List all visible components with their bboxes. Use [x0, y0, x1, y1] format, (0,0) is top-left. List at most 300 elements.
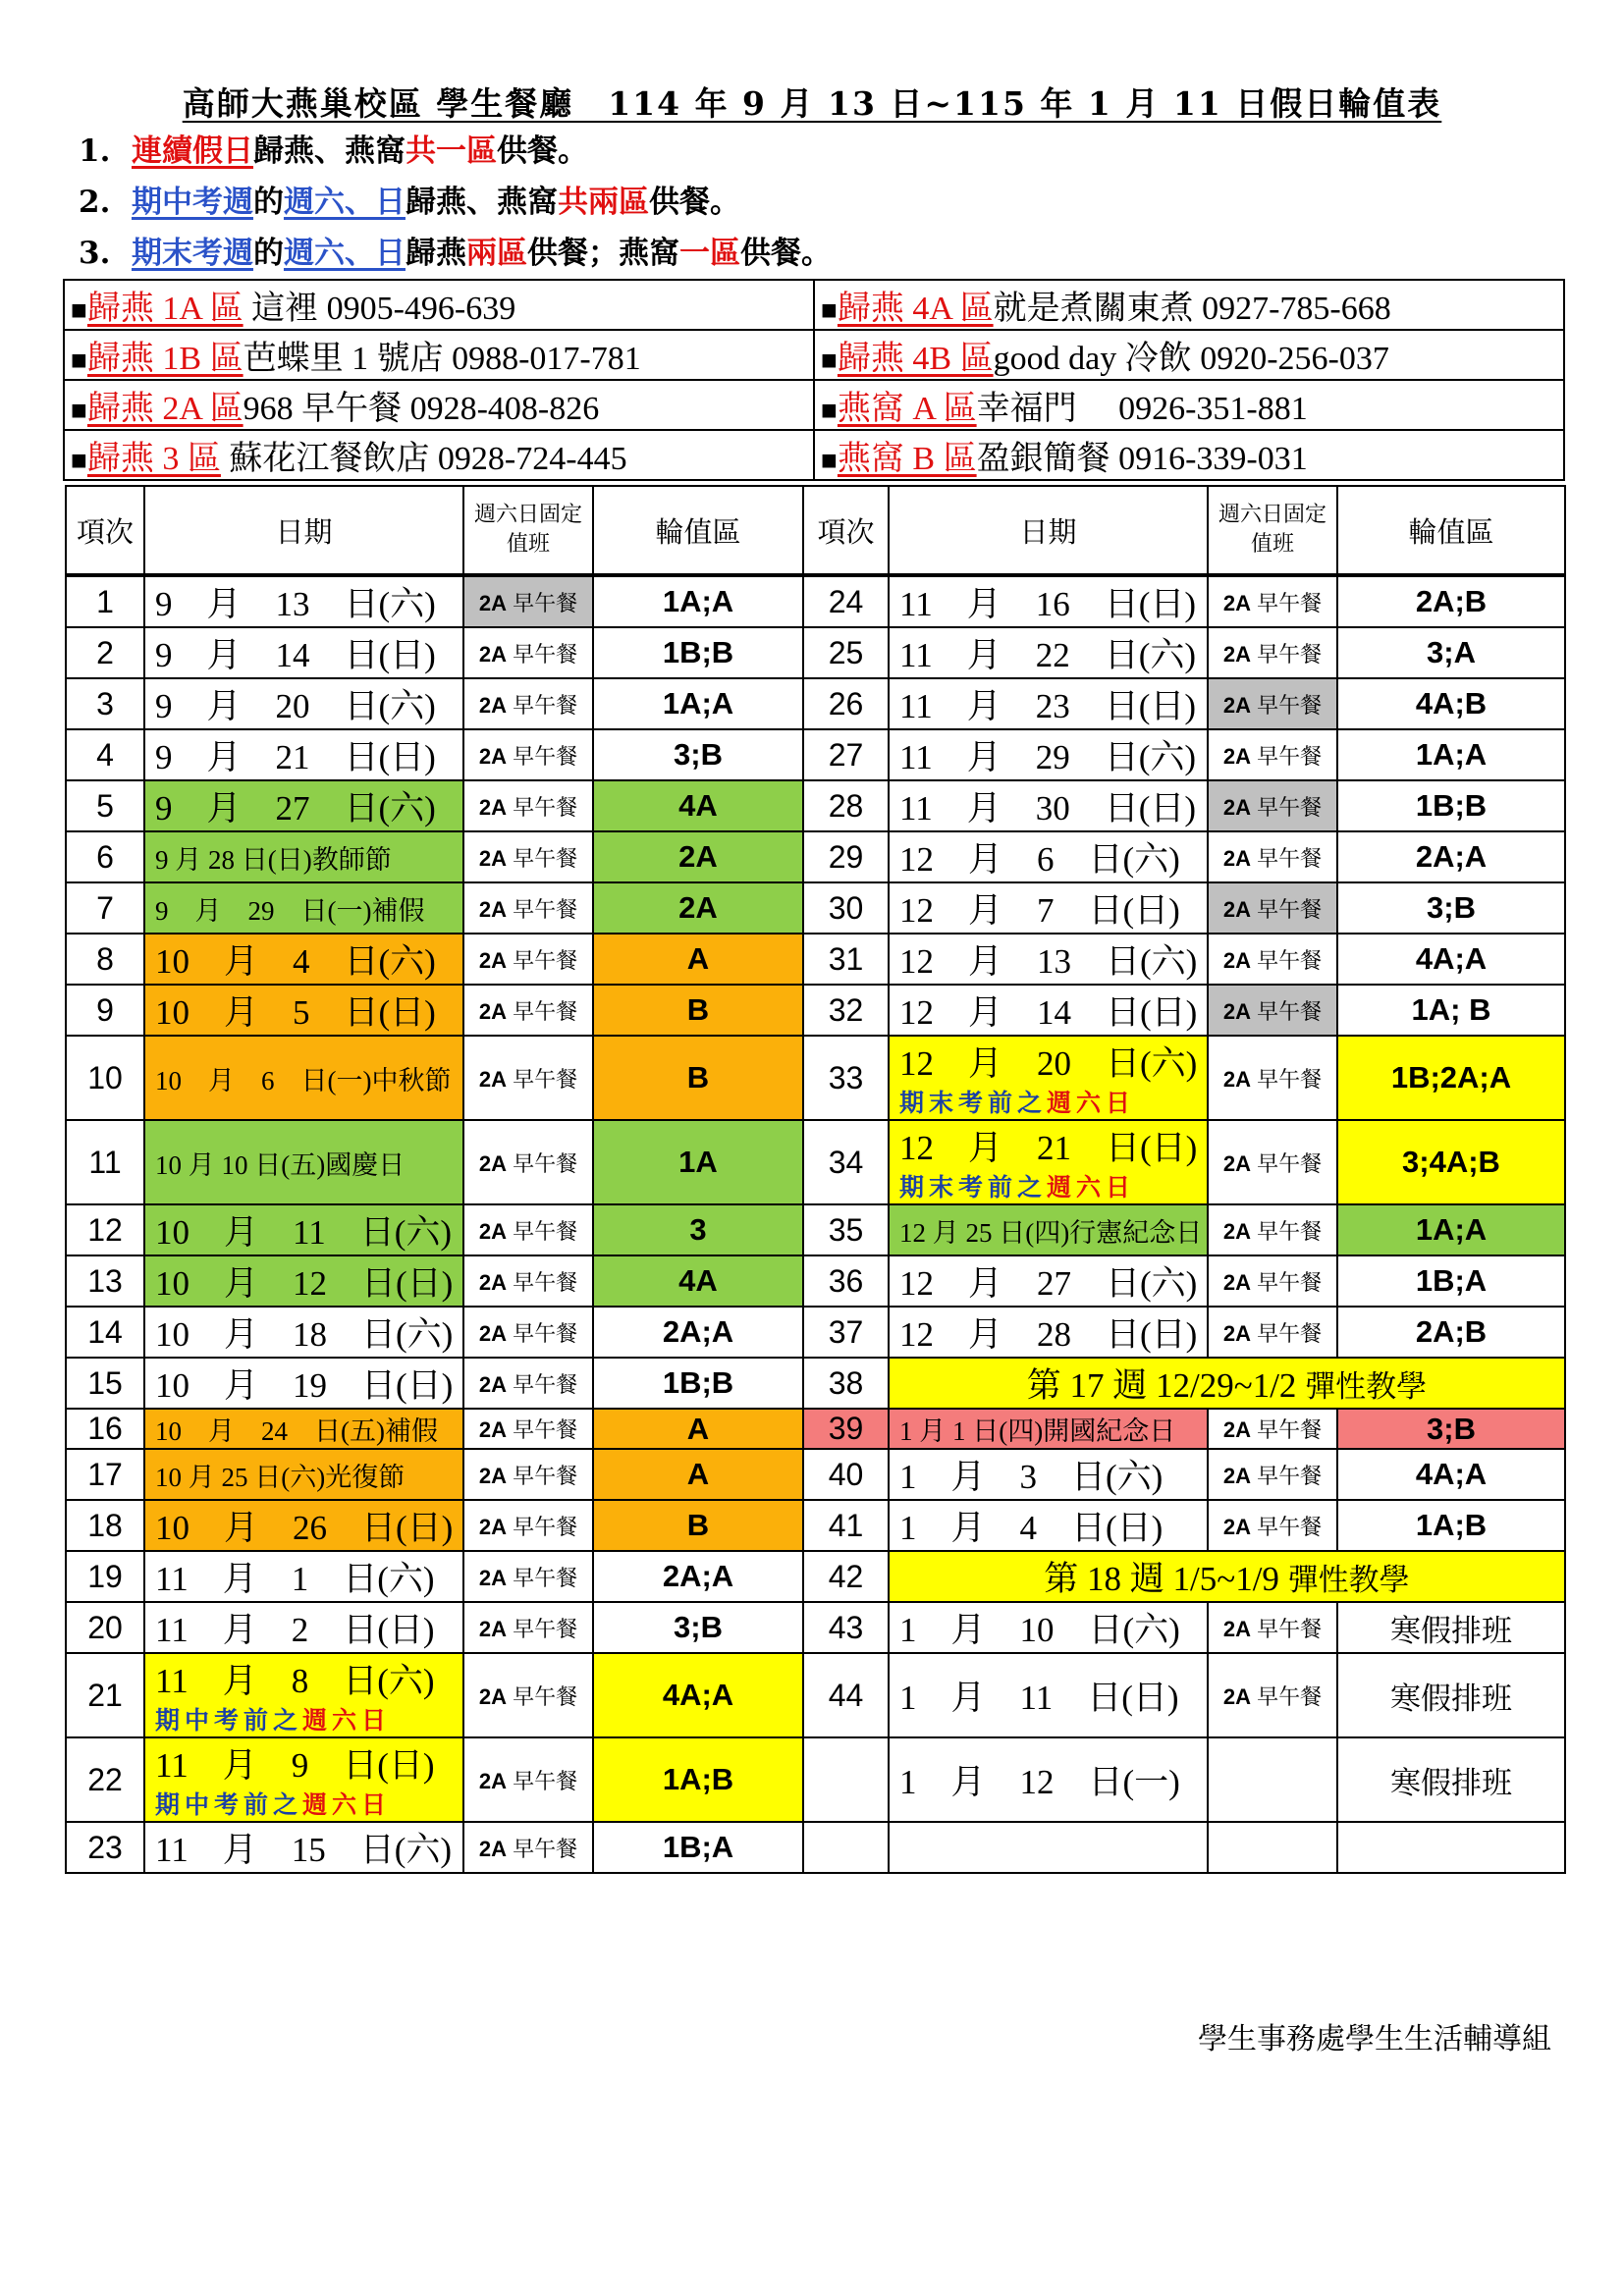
fixed-duty-text: 早午餐	[1251, 1066, 1323, 1092]
fixed-duty-cell	[463, 1449, 593, 1500]
date-cell	[144, 678, 463, 729]
fixed-duty-text: 早午餐	[507, 896, 578, 922]
header-fixed: 週六日固定值班	[1208, 486, 1337, 575]
contact-info: 盈銀簡餐 0916-339-031	[976, 441, 1308, 477]
date-text: 11 月 23 日(日)	[899, 687, 1197, 725]
fixed-duty-text: 早午餐	[1251, 998, 1323, 1024]
date-text: 10 月 19 日(日)	[155, 1366, 454, 1405]
date-cell	[144, 1602, 463, 1653]
contact-cell	[814, 380, 1564, 430]
fixed-zone: 2A	[478, 743, 507, 769]
item-number	[803, 1737, 889, 1822]
rule-number: 3.	[79, 236, 111, 271]
fixed-duty-cell	[1208, 1255, 1337, 1307]
zone-cell: 寒假排班	[1337, 1653, 1565, 1737]
fixed-duty-cell	[463, 1822, 593, 1873]
fixed-duty-cell	[463, 934, 593, 985]
date-text: 1 月 4 日(日)	[899, 1509, 1164, 1547]
date-cell	[144, 1822, 463, 1873]
contact-zone: 歸燕 4B 區	[837, 341, 994, 377]
zone-cell: 4A;A	[593, 1653, 803, 1737]
date-cell	[144, 1653, 463, 1737]
date-cell	[144, 1120, 463, 1204]
date-text: 9 月 13 日(六)	[155, 585, 436, 623]
date-cell	[889, 678, 1208, 729]
date-text: 11 月 16 日(日)	[899, 585, 1197, 623]
zone-cell: 1B;B	[593, 1358, 803, 1409]
date-text: 12 月 7 日(日)	[899, 891, 1180, 930]
date-cell	[889, 882, 1208, 934]
fixed-duty-text: 早午餐	[1251, 590, 1323, 615]
fixed-zone: 2A	[478, 998, 507, 1024]
rule-text: 供餐。	[496, 133, 588, 169]
item-number: 43	[803, 1602, 889, 1653]
date-text: 12 月 14 日(日)	[899, 993, 1198, 1032]
item-number: 31	[803, 934, 889, 985]
contact-cell	[814, 280, 1564, 330]
item-number: 32	[803, 985, 889, 1036]
schedule-row	[66, 1120, 1565, 1204]
date-text: 1 月 12 日(一)	[899, 1763, 1180, 1801]
fixed-zone: 2A	[1222, 1683, 1251, 1709]
fixed-duty-cell	[463, 1602, 593, 1653]
fixed-zone: 2A	[1222, 845, 1251, 871]
exam-note-text: 期末考前之	[899, 1091, 1048, 1117]
date-text: 10 月 12 日(日)	[155, 1264, 454, 1303]
table-header-row	[66, 486, 1565, 575]
fixed-zone: 2A	[1222, 794, 1251, 820]
fixed-zone: 2A	[478, 1565, 507, 1590]
fixed-duty-text: 早午餐	[507, 1417, 578, 1442]
header-fixed: 週六日固定值班	[463, 486, 593, 575]
zone-cell: 3;B	[1337, 882, 1565, 934]
fixed-zone: 2A	[478, 1616, 507, 1641]
fixed-duty-cell	[463, 780, 593, 831]
schedule-row	[66, 831, 1565, 882]
date-cell	[144, 1409, 463, 1449]
date-cell	[144, 1737, 463, 1822]
contact-zone: 歸燕 2A 區	[86, 391, 244, 427]
fixed-zone: 2A	[478, 1683, 507, 1709]
fixed-duty-cell	[1208, 831, 1337, 882]
schedule-row	[66, 1602, 1565, 1653]
fixed-duty-text: 早午餐	[1251, 1218, 1323, 1244]
date-cell	[889, 1822, 1208, 1873]
zone-cell: A	[593, 1449, 803, 1500]
schedule-row	[66, 627, 1565, 678]
schedule-row	[66, 1551, 1565, 1602]
date-text: 11 月 9 日(日)	[155, 1746, 435, 1785]
schedule-row	[66, 678, 1565, 729]
item-number: 1	[66, 575, 144, 627]
fixed-zone: 2A	[478, 1836, 507, 1861]
date-text: 10 月 11 日(六)	[155, 1213, 453, 1252]
rule-line	[79, 228, 832, 279]
fixed-duty-cell	[463, 831, 593, 882]
date-text: 12 月 21 日(日)	[899, 1129, 1198, 1167]
fixed-duty-text: 早午餐	[507, 1616, 578, 1641]
fixed-zone: 2A	[1222, 1417, 1251, 1442]
contact-info: 就是煮關東煮 0927-785-668	[993, 291, 1391, 327]
date-text: 10 月 24 日(五)補假	[155, 1416, 438, 1446]
zone-cell: 4A	[593, 1255, 803, 1307]
date-cell	[889, 729, 1208, 780]
date-text: 9 月 27 日(六)	[155, 789, 436, 828]
zone-cell: 2A;B	[1337, 1307, 1565, 1358]
date-text: 9 月 21 日(日)	[155, 738, 436, 776]
item-number: 7	[66, 882, 144, 934]
date-cell	[144, 1449, 463, 1500]
rule-text: 供餐。	[648, 185, 740, 220]
date-text: 1 月 3 日(六)	[899, 1458, 1164, 1496]
fixed-duty-cell	[1208, 1204, 1337, 1255]
fixed-zone: 2A	[478, 1417, 507, 1442]
fixed-duty-text: 早午餐	[1251, 794, 1323, 820]
date-text: 9 月 28 日(日)教師節	[155, 844, 392, 875]
contact-cell	[64, 430, 814, 480]
contact-cell	[64, 380, 814, 430]
fixed-duty-cell	[1208, 1120, 1337, 1204]
fixed-zone: 2A	[1222, 1616, 1251, 1641]
schedule-row	[66, 985, 1565, 1036]
zone-cell: 1A;B	[593, 1737, 803, 1822]
date-text: 11 月 2 日(日)	[155, 1611, 435, 1649]
fixed-duty-text: 早午餐	[507, 1371, 578, 1397]
date-cell	[144, 934, 463, 985]
item-number: 5	[66, 780, 144, 831]
week-label: 第 18 週 1/5~1/9	[1044, 1560, 1279, 1598]
date-text: 10 月 4 日(六)	[155, 942, 436, 981]
contact-zone: 歸燕 3 區	[86, 441, 221, 477]
date-text: 11 月 1 日(六)	[155, 1560, 435, 1598]
zone-cell: 3;4A;B	[1337, 1120, 1565, 1204]
zone-cell: 3	[593, 1204, 803, 1255]
fixed-zone: 2A	[1222, 1269, 1251, 1295]
fixed-duty-cell	[463, 1307, 593, 1358]
rule-text: 歸燕、燕窩	[252, 133, 406, 169]
item-number: 36	[803, 1255, 889, 1307]
fixed-duty-text: 早午餐	[1251, 1616, 1323, 1641]
rule-text: 期末考週	[131, 236, 253, 271]
zone-cell: 2A	[593, 882, 803, 934]
rule-text: 期中考週	[131, 185, 253, 220]
fixed-duty-text: 早午餐	[1251, 641, 1323, 667]
item-number: 14	[66, 1307, 144, 1358]
fixed-duty-cell	[1208, 627, 1337, 678]
fixed-duty-cell	[463, 985, 593, 1036]
fixed-duty-text: 早午餐	[507, 1218, 578, 1244]
week-label: 第 17 週 12/29~1/2	[1026, 1366, 1297, 1405]
bullet-square-icon: ■	[821, 295, 838, 326]
zone-cell: B	[593, 985, 803, 1036]
schedule-row	[66, 780, 1565, 831]
schedule-row	[66, 1204, 1565, 1255]
fixed-zone: 2A	[478, 1371, 507, 1397]
item-number	[803, 1822, 889, 1873]
date-text: 12 月 20 日(六)	[899, 1044, 1198, 1083]
date-cell	[889, 1449, 1208, 1500]
fixed-zone: 2A	[1222, 1514, 1251, 1539]
fixed-zone: 2A	[1222, 1463, 1251, 1488]
fixed-duty-text: 早午餐	[507, 1565, 578, 1590]
item-number: 10	[66, 1036, 144, 1120]
date-cell	[889, 575, 1208, 627]
fixed-duty-cell	[1208, 1822, 1337, 1873]
fixed-zone: 2A	[1222, 641, 1251, 667]
date-cell	[144, 1036, 463, 1120]
fixed-duty-cell	[1208, 678, 1337, 729]
fixed-duty-text: 早午餐	[507, 1836, 578, 1861]
fixed-zone: 2A	[1222, 896, 1251, 922]
fixed-duty-text: 早午餐	[1251, 947, 1323, 973]
fixed-zone: 2A	[478, 845, 507, 871]
date-cell	[889, 1307, 1208, 1358]
bullet-square-icon: ■	[821, 446, 838, 476]
fixed-duty-cell	[1208, 575, 1337, 627]
fixed-duty-cell	[1208, 1409, 1337, 1449]
date-cell	[144, 1307, 463, 1358]
zone-cell: B	[593, 1500, 803, 1551]
fixed-duty-cell	[463, 1500, 593, 1551]
header-item: 項次	[66, 486, 144, 575]
zone-cell: 2A;A	[593, 1551, 803, 1602]
item-number: 35	[803, 1204, 889, 1255]
date-text: 12 月 25 日(四)行憲紀念日	[899, 1217, 1203, 1248]
rule-text: 的	[252, 185, 284, 220]
fixed-duty-cell	[1208, 882, 1337, 934]
zone-cell: 1B;A	[593, 1822, 803, 1873]
rule-text: 兩區	[465, 236, 527, 271]
fixed-duty-text: 早午餐	[1251, 1269, 1323, 1295]
item-number: 15	[66, 1358, 144, 1409]
date-cell	[889, 831, 1208, 882]
schedule-row	[66, 1307, 1565, 1358]
date-text: 12 月 28 日(日)	[899, 1315, 1198, 1354]
contact-cell	[814, 330, 1564, 380]
date-text: 12 月 27 日(六)	[899, 1264, 1198, 1303]
item-number: 13	[66, 1255, 144, 1307]
zone-cell: 4A;A	[1337, 934, 1565, 985]
rule-text: 供餐；燕窩	[526, 236, 679, 271]
fixed-zone: 2A	[478, 794, 507, 820]
fixed-duty-cell	[1208, 1036, 1337, 1120]
fixed-duty-text: 早午餐	[507, 1150, 578, 1176]
zone-cell: 寒假排班	[1337, 1737, 1565, 1822]
fixed-duty-text: 早午餐	[1251, 845, 1323, 871]
schedule-row	[66, 934, 1565, 985]
fixed-duty-cell	[463, 1255, 593, 1307]
fixed-zone: 2A	[478, 1514, 507, 1539]
date-cell	[144, 627, 463, 678]
date-cell	[144, 1500, 463, 1551]
fixed-duty-cell	[1208, 729, 1337, 780]
rule-text: 歸燕	[405, 236, 466, 271]
fixed-duty-cell	[463, 1204, 593, 1255]
fixed-duty-text: 早午餐	[507, 692, 578, 718]
zone-cell: 1B;B	[593, 627, 803, 678]
rule-text: 共兩區	[557, 185, 649, 220]
date-cell	[144, 575, 463, 627]
fixed-duty-cell	[1208, 1500, 1337, 1551]
schedule-row	[66, 1255, 1565, 1307]
fixed-zone: 2A	[478, 1463, 507, 1488]
date-cell	[889, 1255, 1208, 1307]
zone-cell: 1A;A	[1337, 729, 1565, 780]
fixed-duty-cell	[463, 678, 593, 729]
date-cell	[889, 1120, 1208, 1204]
week-note: 彈性教學	[1287, 1563, 1410, 1598]
zone-cell: 1A;A	[1337, 1204, 1565, 1255]
bullet-square-icon: ■	[71, 446, 87, 476]
date-cell	[889, 1409, 1208, 1449]
fixed-zone: 2A	[478, 1150, 507, 1176]
schedule-table	[65, 485, 1566, 1874]
fixed-duty-text: 早午餐	[1251, 1320, 1323, 1346]
contact-zone: 歸燕 1B 區	[86, 341, 244, 377]
schedule-row	[66, 1500, 1565, 1551]
item-number: 29	[803, 831, 889, 882]
header-zone: 輪值區	[1337, 486, 1565, 575]
date-cell	[889, 1036, 1208, 1120]
zone-cell: 1B;2A;A	[1337, 1036, 1565, 1120]
fixed-duty-text: 早午餐	[1251, 1417, 1323, 1442]
rule-text: 共一區	[405, 133, 497, 169]
schedule-row	[66, 1036, 1565, 1120]
fixed-zone: 2A	[478, 1218, 507, 1244]
header-item: 項次	[803, 486, 889, 575]
bullet-square-icon: ■	[821, 346, 838, 376]
date-text: 1 月 1 日(四)開國紀念日	[899, 1416, 1176, 1446]
exam-note-text: 期末考前之	[899, 1175, 1048, 1201]
date-text: 10 月 26 日(日)	[155, 1509, 454, 1547]
schedule-row	[66, 1822, 1565, 1873]
contact-info: good day 冷飲 0920-256-037	[993, 341, 1389, 377]
item-number: 27	[803, 729, 889, 780]
fixed-zone: 2A	[1222, 1320, 1251, 1346]
contact-row	[64, 380, 1564, 430]
zone-cell: A	[593, 934, 803, 985]
fixed-duty-cell	[1208, 1602, 1337, 1653]
date-cell	[889, 780, 1208, 831]
contact-info: 968 早午餐 0928-408-826	[243, 391, 600, 427]
item-number: 37	[803, 1307, 889, 1358]
rule-number: 1.	[79, 133, 111, 169]
bullet-square-icon: ■	[71, 295, 87, 326]
rule-text: 一區	[678, 236, 740, 271]
date-text: 10 月 6 日(一)中秋節	[155, 1065, 452, 1095]
item-number: 38	[803, 1358, 889, 1409]
zone-cell: 1B;B	[1337, 780, 1565, 831]
fixed-zone: 2A	[478, 896, 507, 922]
title-text: 高師大燕巢校區 學生餐廳 114 年 9 月 13 日~115 年 1 月 11 日假日輪值表	[182, 84, 1442, 123]
exam-note-text: 期中考前之	[155, 1792, 303, 1819]
rule-text: 供餐。	[739, 236, 832, 271]
zone-cell: 1A;A	[593, 678, 803, 729]
contact-info: 幸福門 0926-351-881	[976, 391, 1308, 427]
fixed-duty-text: 早午餐	[507, 794, 578, 820]
date-cell	[889, 1653, 1208, 1737]
date-cell	[889, 1204, 1208, 1255]
contact-zone: 燕窩 A 區	[837, 391, 977, 427]
fixed-zone: 2A	[478, 1066, 507, 1092]
exam-note	[899, 1168, 1207, 1203]
fixed-zone: 2A	[478, 692, 507, 718]
zone-cell: 3;A	[1337, 627, 1565, 678]
fixed-zone: 2A	[1222, 998, 1251, 1024]
date-cell	[144, 985, 463, 1036]
date-text: 11 月 30 日(日)	[899, 789, 1197, 828]
date-cell	[889, 627, 1208, 678]
exam-note	[155, 1786, 462, 1821]
fixed-zone: 2A	[1222, 692, 1251, 718]
fixed-duty-text: 早午餐	[1251, 1150, 1323, 1176]
item-number: 16	[66, 1409, 144, 1449]
fixed-duty-cell	[1208, 1737, 1337, 1822]
fixed-duty-text: 早午餐	[507, 1269, 578, 1295]
zone-cell: 3;B	[593, 1602, 803, 1653]
fixed-zone: 2A	[478, 1269, 507, 1295]
fixed-duty-text: 早午餐	[1251, 692, 1323, 718]
date-cell	[144, 780, 463, 831]
item-number: 39	[803, 1409, 889, 1449]
exam-note-emph: 週六日	[1047, 1175, 1136, 1201]
fixed-duty-cell	[1208, 1653, 1337, 1737]
zone-cell: 4A;B	[1337, 678, 1565, 729]
date-text: 12 月 13 日(六)	[899, 942, 1198, 981]
item-number: 41	[803, 1500, 889, 1551]
fixed-duty-text: 早午餐	[507, 743, 578, 769]
date-text: 11 月 15 日(六)	[155, 1831, 453, 1869]
bullet-square-icon: ■	[71, 346, 87, 376]
date-text: 9 月 14 日(日)	[155, 636, 436, 674]
rule-text: 週六、日	[283, 185, 406, 220]
exam-note-emph: 週六日	[302, 1792, 392, 1819]
contact-cell	[64, 280, 814, 330]
fixed-duty-text: 早午餐	[507, 947, 578, 973]
rule-text: 歸燕、燕窩	[405, 185, 558, 220]
date-cell	[144, 729, 463, 780]
item-number: 30	[803, 882, 889, 934]
fixed-zone: 2A	[478, 1320, 507, 1346]
date-text: 9 月 29 日(一)補假	[155, 895, 425, 926]
contact-row	[64, 430, 1564, 480]
zone-cell: 2A;A	[1337, 831, 1565, 882]
header-zone: 輪值區	[593, 486, 803, 575]
vendor-contacts-table	[63, 279, 1565, 481]
fixed-duty-text: 早午餐	[507, 998, 578, 1024]
fixed-duty-cell	[1208, 1307, 1337, 1358]
schedule-row	[66, 1737, 1565, 1822]
fixed-zone: 2A	[1222, 590, 1251, 615]
contact-info: 這裡 0905-496-639	[243, 291, 516, 327]
fixed-duty-cell	[463, 575, 593, 627]
fixed-zone: 2A	[478, 641, 507, 667]
date-text: 11 月 8 日(六)	[155, 1662, 435, 1700]
bullet-square-icon: ■	[71, 396, 87, 426]
item-number: 9	[66, 985, 144, 1036]
date-text: 10 月 10 日(五)國慶日	[155, 1149, 406, 1180]
fixed-duty-text: 早午餐	[1251, 1514, 1323, 1539]
fixed-duty-cell	[1208, 985, 1337, 1036]
item-number: 11	[66, 1120, 144, 1204]
fixed-duty-cell	[463, 1409, 593, 1449]
fixed-duty-text: 早午餐	[507, 1683, 578, 1709]
fixed-duty-text: 早午餐	[507, 1066, 578, 1092]
fixed-duty-cell	[463, 627, 593, 678]
contact-zone: 歸燕 1A 區	[86, 291, 244, 327]
zone-cell: A	[593, 1409, 803, 1449]
date-cell	[144, 1358, 463, 1409]
